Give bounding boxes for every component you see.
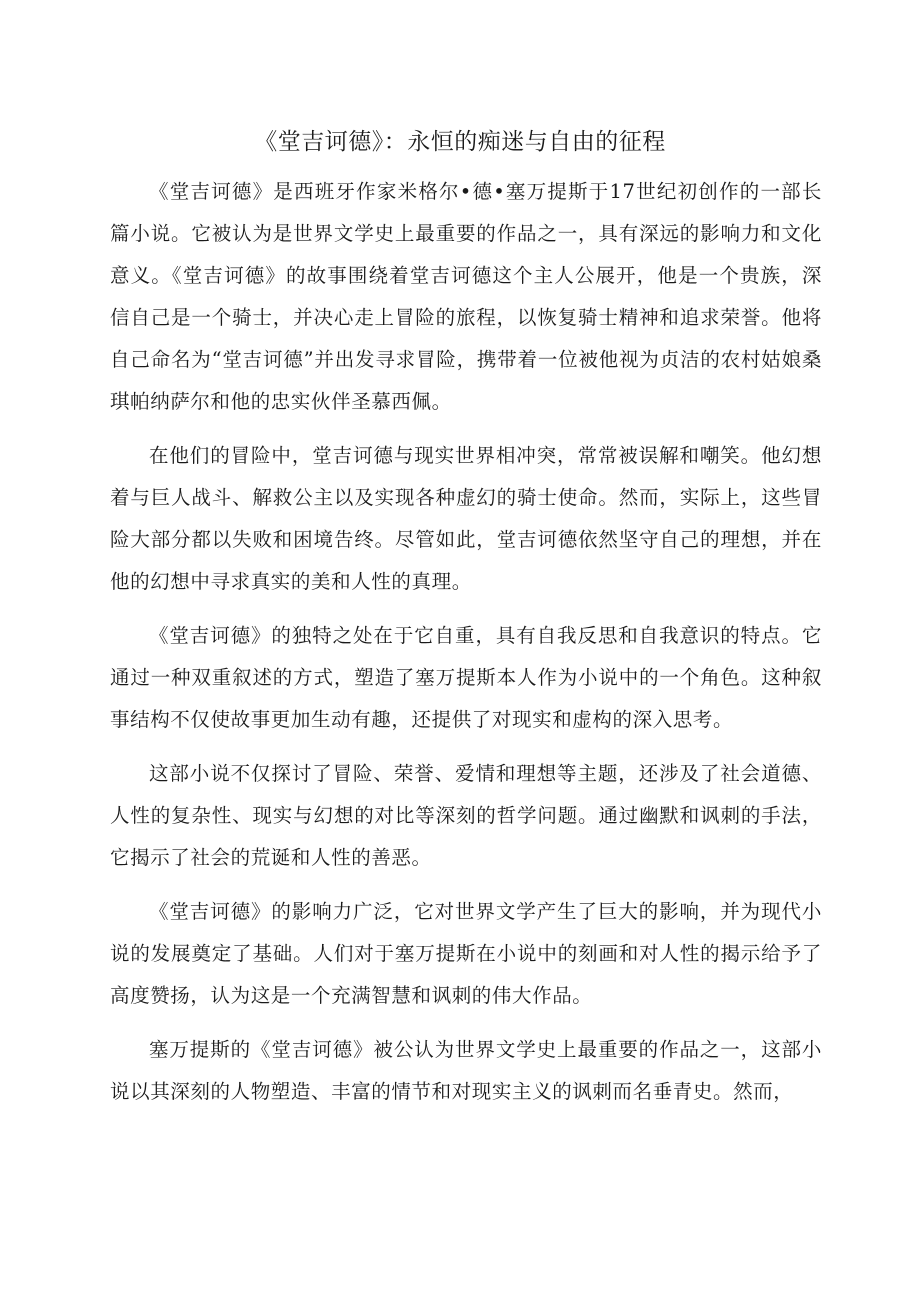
paragraph-narrative-structure: 《堂吉诃德》的独特之处在于它自重，具有自我反思和自我意识的特点。它通过一种双重叙述的方式，塑造了塞万提斯本人作为小说中的一个角色。这种叙事结构不仅使故事更加生动有趣，还提供了对现实和虚构的深入思考。 [110, 624, 822, 731]
paragraph-adventures: 在他们的冒险中，堂吉诃德与现实世界相冲突，常常被误解和嘲笑。他幻想着与巨人战斗、解救公主以及实现各种虚幻的骑士使命。然而，实际上，这些冒险大部分都以失败和困境告终。尽管如此，堂吉诃德依然坚守自己的理想，并在他的幻想中寻求真实的美和人性的真理。 [110, 444, 822, 593]
document-body [110, 171, 822, 1113]
paragraph-intro: 《堂吉诃德》是西班牙作家米格尔•德•塞万提斯于17世纪初创作的一部长篇小说。它被认为是世界文学史上最重要的作品之一，具有深远的影响力和文化意义。《堂吉诃德》的故事围绕着堂吉诃德这个主人公展开，他是一个贵族，深信自己是一个骑士，并决心走上冒险的旅程，以恢复骑士精神和追求荣誉。他将自己命名为“堂吉诃德”并出发寻求冒险，携带着一位被他视为贞洁的农村姑娘桑琪帕纳萨尔和他的忠实伙伴圣慕西佩。 [110, 180, 822, 413]
paragraph-themes: 这部小说不仅探讨了冒险、荣誉、爱情和理想等主题，还涉及了社会道德、人性的复杂性、现实与幻想的对比等深刻的哲学问题。通过幽默和讽刺的手法，它揭示了社会的荒诞和人性的善恶。 [110, 762, 822, 869]
paragraph-influence: 《堂吉诃德》的影响力广泛，它对世界文学产生了巨大的影响，并为现代小说的发展奠定了基础。人们对于塞万提斯在小说中的刻画和对人性的揭示给予了高度赞扬，认为这是一个充满智慧和讽刺的伟大作品。 [110, 900, 822, 1007]
document-title: 《堂吉诃德》：永恒的痴迷与自由的征程 [254, 129, 666, 155]
paragraph-legacy: 塞万提斯的《堂吉诃德》被公认为世界文学史上最重要的作品之一，这部小说以其深刻的人物塑造、丰富的情节和对现实主义的讽刺而名垂青史。然而， [110, 1038, 822, 1103]
